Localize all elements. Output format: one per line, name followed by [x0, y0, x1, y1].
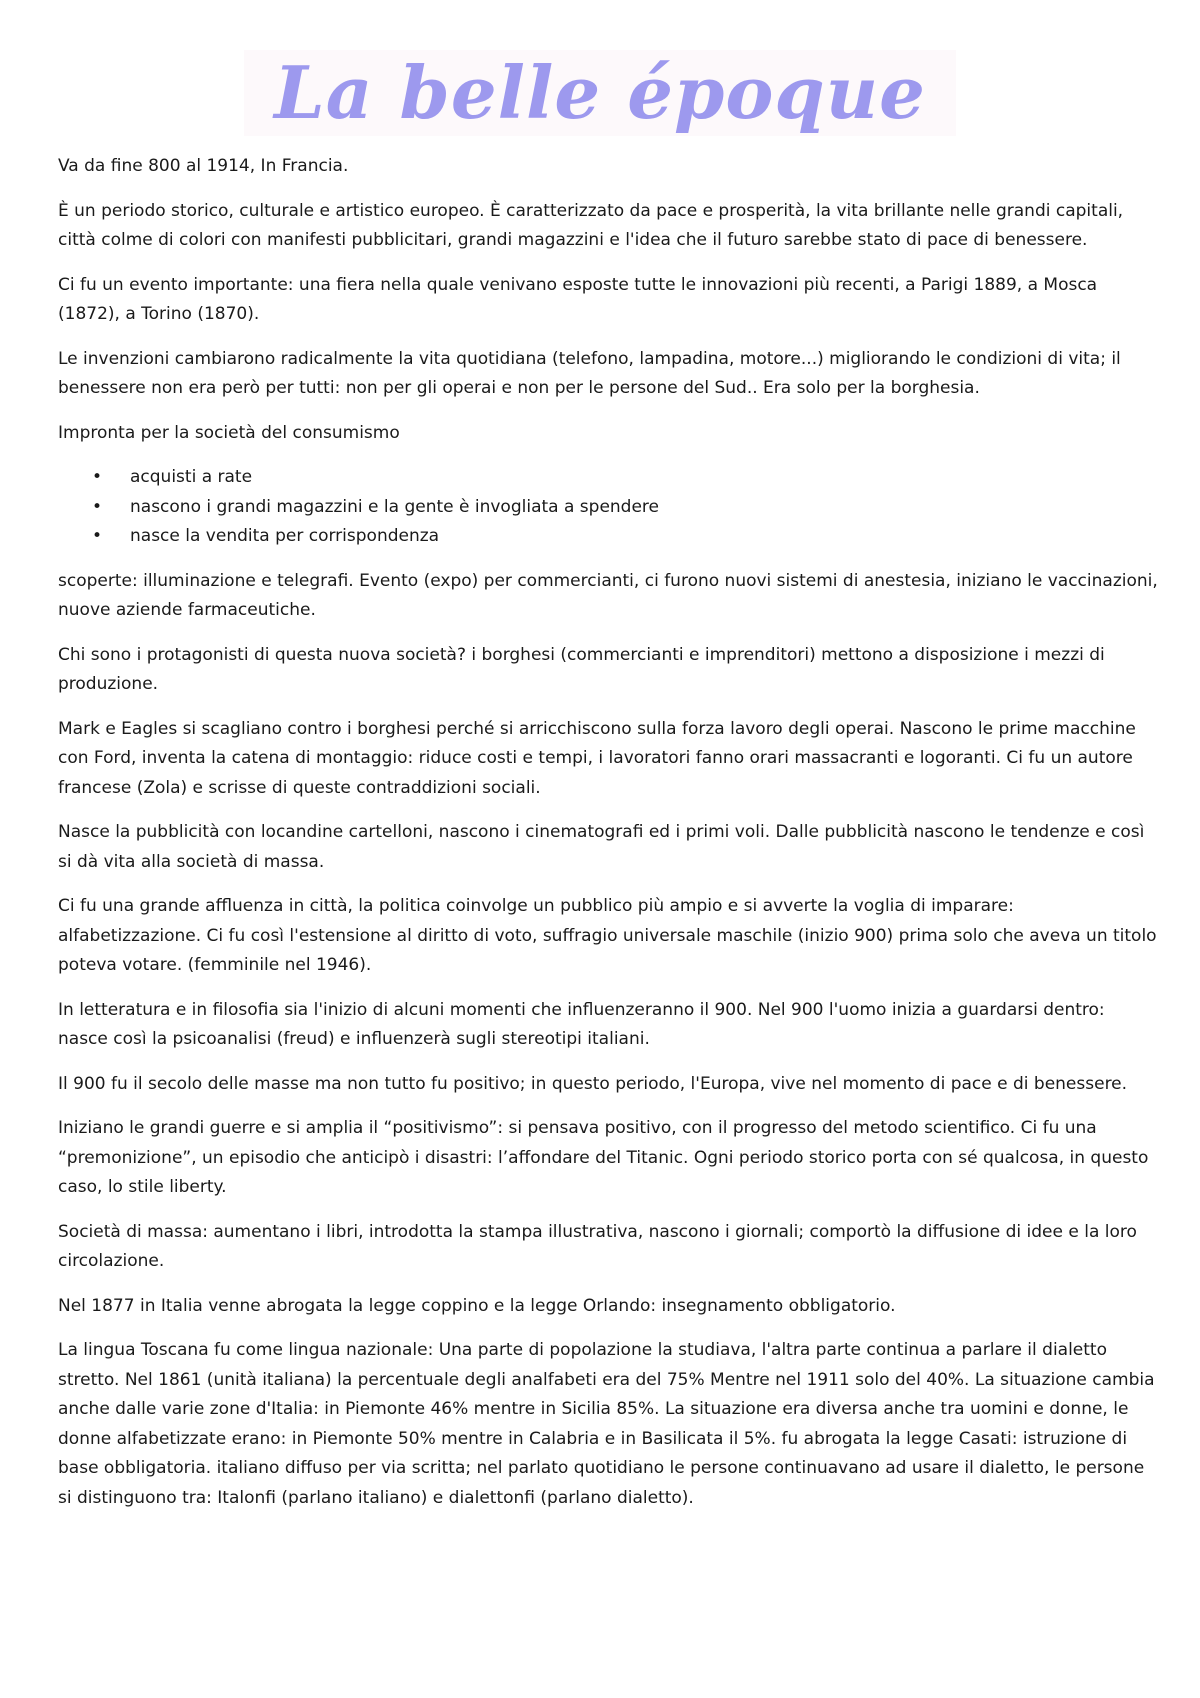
bullet-icon: • — [92, 526, 103, 546]
paragraph: Mark e Eagles si scagliano contro i borghesi perché si arricchiscono sulla forza lavoro degli operai. Nascono le prime macchine con Ford, inventa la catena di montaggio: riduce costi e tempi, i lavoratori fanno orari massacranti e logoranti. Ci fu un autore francese (Zola) e scrisse di queste contraddizioni sociali. — [58, 718, 1136, 798]
paragraph: Chi sono i protagonisti di questa nuova società? i borghesi (commercianti e imprenditori) mettono a disposizione i mezzi di produzione. — [58, 644, 1105, 694]
list-item — [92, 463, 1158, 493]
bullet-list — [58, 463, 1158, 552]
paragraph: Va da fine 800 al 1914, In Francia. — [58, 156, 349, 176]
paragraph: Ci fu un evento importante: una fiera nella quale venivano esposte tutte le innovazioni più recenti, a Parigi 1889, a Mosca (1872), a Torino (1870). — [58, 274, 1098, 324]
document-title: La belle époque — [244, 50, 956, 136]
list-item-text: acquisti a rate — [130, 467, 253, 487]
paragraph: Iniziano le grandi guerre e si amplia il “positivismo”: si pensava positivo, con il progresso del metodo scientifico. Ci fu una “premonizione”, un episodio che anticipò i disastri: l’affondare del Titanic. Ogni periodo storico porta con sé qualcosa, in questo caso, lo stile liberty. — [58, 1118, 1149, 1197]
bullet-icon: • — [92, 496, 103, 517]
list-intro-paragraph: Impronta per la società del consumismo — [58, 422, 400, 443]
paragraph: Nel 1877 in Italia venne abrogata la legge coppino e la legge Orlando: insegnamento obbligatorio. — [58, 1295, 896, 1316]
paragraph: È un periodo storico, culturale e artistico europeo. È caratterizzato da pace e prosperità, la vita brillante nelle grandi capitali, città colme di colori con manifesti pubblicitari, grandi magazzini e l'idea che il futuro sarebbe stato di pace di benessere. — [58, 200, 1124, 250]
document-body — [58, 152, 1158, 1528]
list-item — [92, 493, 1158, 523]
bullet-icon: • — [92, 467, 103, 487]
paragraph: scoperte: illuminazione e telegrafi. Evento (expo) per commercianti, ci furono nuovi sistemi di anestesia, iniziano le vaccinazioni, nuove aziende farmaceutiche. — [58, 570, 1158, 620]
list-item — [92, 522, 1158, 552]
paragraph: In letteratura e in filosofia sia l'inizio di alcuni momenti che influenzeranno il 900. Nel 900 l'uomo inizia a guardarsi dentro: nasce così la psicoanalisi (freud) e influenzerà sugli stereotipi italiani. — [58, 999, 1105, 1049]
paragraph: Ci fu una grande affluenza in città, la politica coinvolge un pubblico più ampio e si avverte la voglia di imparare: alfabetizzazione. Ci fu così l'estensione al diritto di voto, suffragio universale maschile (inizio 900) prima solo che aveva un titolo poteva votare. (femminile nel 1946). — [58, 896, 1157, 975]
list-item-text: nasce la vendita per corrispondenza — [130, 526, 440, 546]
paragraph: Le invenzioni cambiarono radicalmente la vita quotidiana (telefono, lampadina, motore...) migliorando le condizioni di vita; il benessere non era però per tutti: non per gli operai e non per le persone del Sud.. Era solo per la borghesia. — [58, 348, 1121, 398]
paragraph: Il 900 fu il secolo delle masse ma non tutto fu positivo; in questo periodo, l'Europa, vive nel momento di pace e di benessere. — [58, 1073, 1128, 1094]
list-item-text: nascono i grandi magazzini e la gente è invogliata a spendere — [130, 496, 660, 517]
paragraph: La lingua Toscana fu come lingua nazionale: Una parte di popolazione la studiava, l'altra parte continua a parlare il dialetto stretto. Nel 1861 (unità italiana) la percentuale degli analfabeti era del 75% Mentre nel 1911 solo del 40%. La situazione cambia anche dalle varie zone d'Italia: in Piemonte 46% mentre in Sicilia 85%. La situazione era diversa anche tra uomini e donne, le donne alfabetizzate erano: in Piemonte 50% mentre in Calabria e in Basilicata il 5%. fu abrogata la legge Casati: istruzione di base obbligatoria. italiano diffuso per via scritta; nel parlato quotidiano le persone continuavano ad usare il dialetto, le persone si distinguono tra: Italonfi (parlano italiano) e dialettonfi (parlano dialetto). — [58, 1340, 1155, 1508]
paragraph: Società di massa: aumentano i libri, introdotta la stampa illustrativa, nascono i giornali; comportò la diffusione di idee e la loro circolazione. — [58, 1221, 1137, 1271]
paragraph: Nasce la pubblicità con locandine cartelloni, nascono i cinematografi ed i primi voli. Dalle pubblicità nascono le tendenze e così si dà vita alla società di massa. — [58, 822, 1145, 872]
title-area — [0, 50, 1200, 136]
